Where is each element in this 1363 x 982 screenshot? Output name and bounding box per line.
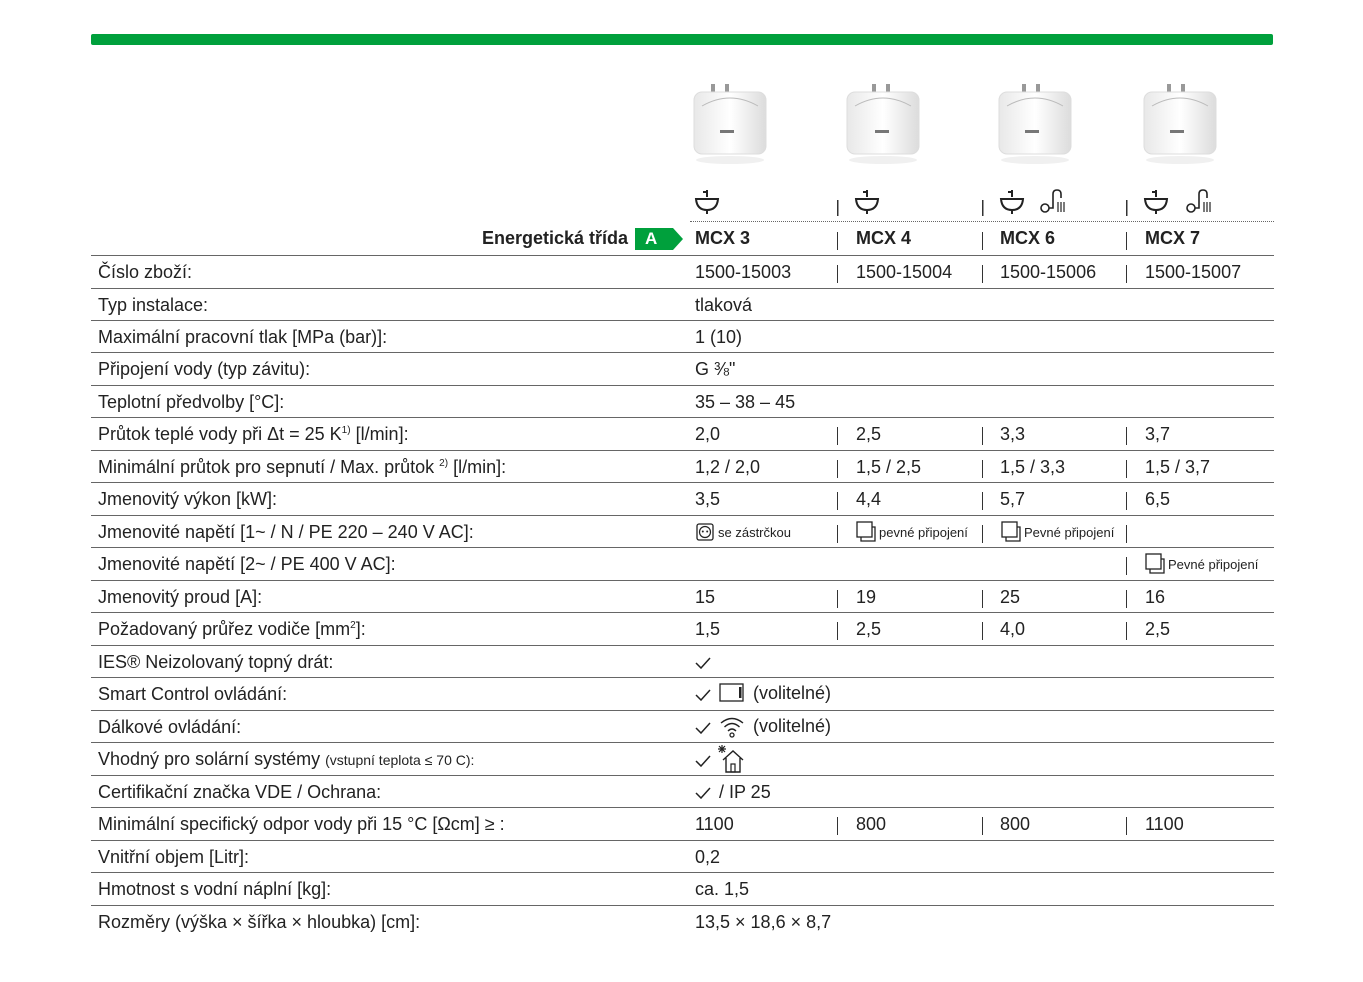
cell-mcx3: 2,0 — [695, 424, 721, 444]
table-row-resistivity — [91, 807, 1274, 840]
column-separator — [837, 525, 838, 543]
cell-mcx4: pevné připojení — [879, 525, 968, 540]
cell-mcx7: 1500-15007 — [1145, 262, 1242, 282]
table-row-max-pressure — [91, 320, 1274, 353]
cell-all: 1 (10) — [695, 327, 743, 347]
product-image-mcx7 — [1140, 80, 1220, 170]
cell-all: ca. 1,5 — [695, 879, 750, 899]
row-label: Certifikační značka VDE / Ochrana: — [98, 782, 382, 802]
column-separator — [837, 590, 838, 608]
cell-mcx6: 800 — [1000, 814, 1031, 834]
cell-mcx6: 1,5 / 3,3 — [1000, 457, 1066, 477]
cell-all: 35 – 38 – 45 — [695, 392, 796, 412]
check-icon — [695, 755, 711, 767]
column-separator — [1126, 200, 1128, 216]
product-image-mcx3 — [690, 80, 770, 170]
cell-all: G ⅜" — [695, 359, 736, 379]
column-separator — [1126, 427, 1127, 445]
cell-mcx4: 800 — [856, 814, 887, 834]
plug-socket-icon — [696, 523, 714, 541]
table-row-remote — [91, 710, 1274, 743]
accent-bar — [91, 34, 1273, 45]
usage-icons-mcx7 — [1125, 188, 1225, 216]
fixed-connection-icon — [1001, 521, 1021, 543]
wifi-icon — [719, 715, 745, 739]
column-separator — [1126, 265, 1127, 283]
column-separator — [1126, 817, 1127, 835]
row-label: Jmenovité napětí [1~ / N / PE 220 – 240 V AC]: — [98, 522, 474, 542]
cell-mcx6: 25 — [1000, 587, 1021, 607]
row-label: Minimální specifický odpor vody při 15 °C [Ωcm] ≥ : — [98, 814, 505, 834]
table-row-volume — [91, 840, 1274, 873]
table-row-certification — [91, 775, 1274, 808]
table-row-smart-control — [91, 677, 1274, 710]
cell-mcx3: 1,2 / 2,0 — [695, 457, 761, 477]
column-separator — [837, 265, 838, 283]
cell-mcx3: 1500-15003 — [695, 262, 792, 282]
cell-mcx3: 3,5 — [695, 489, 721, 509]
column-separator — [1126, 557, 1127, 575]
cell-mcx6: 3,3 — [1000, 424, 1026, 444]
cell-mcx4: 19 — [856, 587, 877, 607]
table-row-voltage-2 — [91, 547, 1274, 580]
usage-icons-mcx4 — [836, 188, 882, 216]
row-label: Teplotní předvolby [°C]: — [98, 392, 285, 412]
cell-mcx6: 1500-15006 — [1000, 262, 1097, 282]
water-heater-image — [995, 80, 1075, 170]
water-heater-image — [843, 80, 923, 170]
table-row-installation — [91, 288, 1274, 321]
energy-class-badge — [635, 228, 683, 250]
table-row-cross-section — [91, 612, 1274, 645]
table-row-hot-water-flow — [91, 417, 1274, 450]
footnote-marker: 2) — [439, 458, 449, 469]
usage-icons-mcx3 — [694, 188, 720, 216]
column-separator — [1126, 590, 1127, 608]
row-label: Hmotnost s vodní náplní [kg]: — [98, 879, 332, 899]
row-label: Minimální průtok pro sepnutí / Max. průtok $^{2)}$ [l/min]: — [98, 457, 507, 477]
column-separator — [982, 525, 983, 543]
column-separator — [837, 200, 839, 216]
row-label: Jmenovitý výkon [kW]: — [98, 489, 278, 509]
row-label: Vhodný pro solární systémy (vstupní teplota ≤ 70 C): — [98, 749, 475, 769]
column-separator — [837, 232, 838, 250]
optional-note: (volitelné) — [753, 716, 832, 736]
column-separator — [982, 492, 983, 510]
column-separator — [837, 817, 838, 835]
table-row-min-flow — [91, 450, 1274, 483]
column-separator — [982, 265, 983, 283]
check-icon — [695, 689, 711, 701]
table-row-item-number — [91, 255, 1274, 288]
model-name-mcx7: MCX 7 — [1145, 228, 1201, 248]
table-row-current — [91, 580, 1274, 613]
water-heater-image — [690, 80, 770, 170]
table-row-dimensions — [91, 905, 1274, 938]
footnote-marker: 1) — [341, 425, 351, 436]
optional-note: (volitelné) — [753, 683, 832, 703]
smart-control-display-icon — [719, 683, 745, 703]
energy-class-value: A — [645, 229, 658, 248]
cell-mcx6: 5,7 — [1000, 489, 1026, 509]
sink-icon — [694, 188, 720, 216]
cell-mcx3: 1,5 — [695, 619, 721, 639]
cell-mcx4: 2,5 — [856, 424, 882, 444]
cell-mcx6: Pevné připojení — [1024, 525, 1115, 540]
row-label: Maximální pracovní tlak [MPa (bar)]: — [98, 327, 388, 347]
product-image-mcx6 — [995, 80, 1075, 170]
row-label: Typ instalace: — [98, 295, 209, 315]
column-separator — [982, 427, 983, 445]
table-row-power — [91, 482, 1274, 515]
column-separator — [982, 622, 983, 640]
row-label: Jmenovité napětí [2~ / PE 400 V AC]: — [98, 554, 396, 574]
cell-mcx7: 6,5 — [1145, 489, 1171, 509]
cell-mcx3: 1100 — [695, 814, 734, 834]
shower-icon — [1187, 190, 1210, 212]
cell-mcx4: 1500-15004 — [856, 262, 953, 282]
cell-all: 13,5 × 18,6 × 8,7 — [695, 912, 832, 932]
shower-icon — [1041, 190, 1064, 212]
cell-all: tlaková — [695, 295, 753, 315]
check-icon — [695, 657, 711, 669]
row-label: Jmenovitý proud [A]: — [98, 587, 263, 607]
check-icon — [695, 722, 711, 734]
cell-mcx7: 16 — [1145, 587, 1166, 607]
row-label: Dálkové ovládání: — [98, 717, 242, 737]
column-separator — [982, 200, 984, 216]
cell-all: 0,2 — [695, 847, 721, 867]
dotted-divider — [690, 221, 1274, 222]
column-separator — [837, 622, 838, 640]
table-row-voltage-1 — [91, 515, 1274, 548]
cell-mcx7: 1,5 / 3,7 — [1145, 457, 1211, 477]
row-label: Připojení vody (typ závitu): — [98, 359, 311, 379]
cell-mcx7: 3,7 — [1145, 424, 1171, 444]
column-separator — [982, 460, 983, 478]
fixed-connection-icon — [856, 521, 876, 543]
usage-icons-mcx6 — [981, 188, 1081, 216]
sink-icon — [1001, 190, 1023, 214]
cell-mcx4: 1,5 / 2,5 — [856, 457, 922, 477]
sink-icon — [1145, 190, 1167, 214]
cell-mcx6: 4,0 — [1000, 619, 1026, 639]
cell-mcx7: 2,5 — [1145, 619, 1171, 639]
column-separator — [1126, 622, 1127, 640]
table-row-ies — [91, 645, 1274, 678]
row-label: Číslo zboží: — [98, 262, 193, 282]
cell-mcx7: 1100 — [1145, 814, 1184, 834]
cell-mcx7: Pevné připojení — [1168, 557, 1259, 572]
water-heater-image — [1140, 80, 1220, 170]
model-name-mcx3: MCX 3 — [695, 228, 751, 248]
table-row-temp-presets — [91, 385, 1274, 418]
row-label: Rozměry (výška × šířka × hloubka) [cm]: — [98, 912, 421, 932]
energy-class-label: Energetická třída — [482, 228, 629, 248]
row-label: IES® Neizolovaný topný drát: — [98, 652, 334, 672]
cell-all: / IP 25 — [719, 782, 771, 802]
cell-mcx3: se zástrčkou — [718, 525, 791, 540]
cell-mcx3: 15 — [695, 587, 716, 607]
fixed-connection-icon — [1145, 553, 1165, 575]
column-separator — [1126, 232, 1127, 250]
column-separator — [837, 460, 838, 478]
column-separator — [982, 232, 983, 250]
column-separator — [1126, 525, 1127, 543]
column-separator — [837, 492, 838, 510]
row-label: Požadovaný průřez vodiče $[mm^2]$: — [98, 619, 366, 639]
column-separator — [1126, 492, 1127, 510]
model-name-mcx6: MCX 6 — [1000, 228, 1056, 248]
cell-mcx4: 2,5 — [856, 619, 882, 639]
row-label: Průtok teplé vody při Δt = 25 $K^{1)}$ [l/min]: — [98, 424, 409, 444]
table-row-weight — [91, 872, 1274, 905]
row-label: Vnitřní objem [Litr]: — [98, 847, 250, 867]
product-image-mcx4 — [843, 80, 923, 170]
table-row-water-connection — [91, 352, 1274, 385]
column-separator — [982, 817, 983, 835]
cell-mcx4: 4,4 — [856, 489, 882, 509]
column-separator — [837, 427, 838, 445]
model-name-mcx4: MCX 4 — [856, 228, 912, 248]
row-label: Smart Control ovládání: — [98, 684, 288, 704]
check-icon — [695, 787, 711, 799]
table-row-solar — [91, 742, 1274, 775]
sink-icon — [856, 190, 878, 214]
solar-house-icon — [717, 744, 747, 774]
column-separator — [982, 590, 983, 608]
column-separator — [1126, 460, 1127, 478]
